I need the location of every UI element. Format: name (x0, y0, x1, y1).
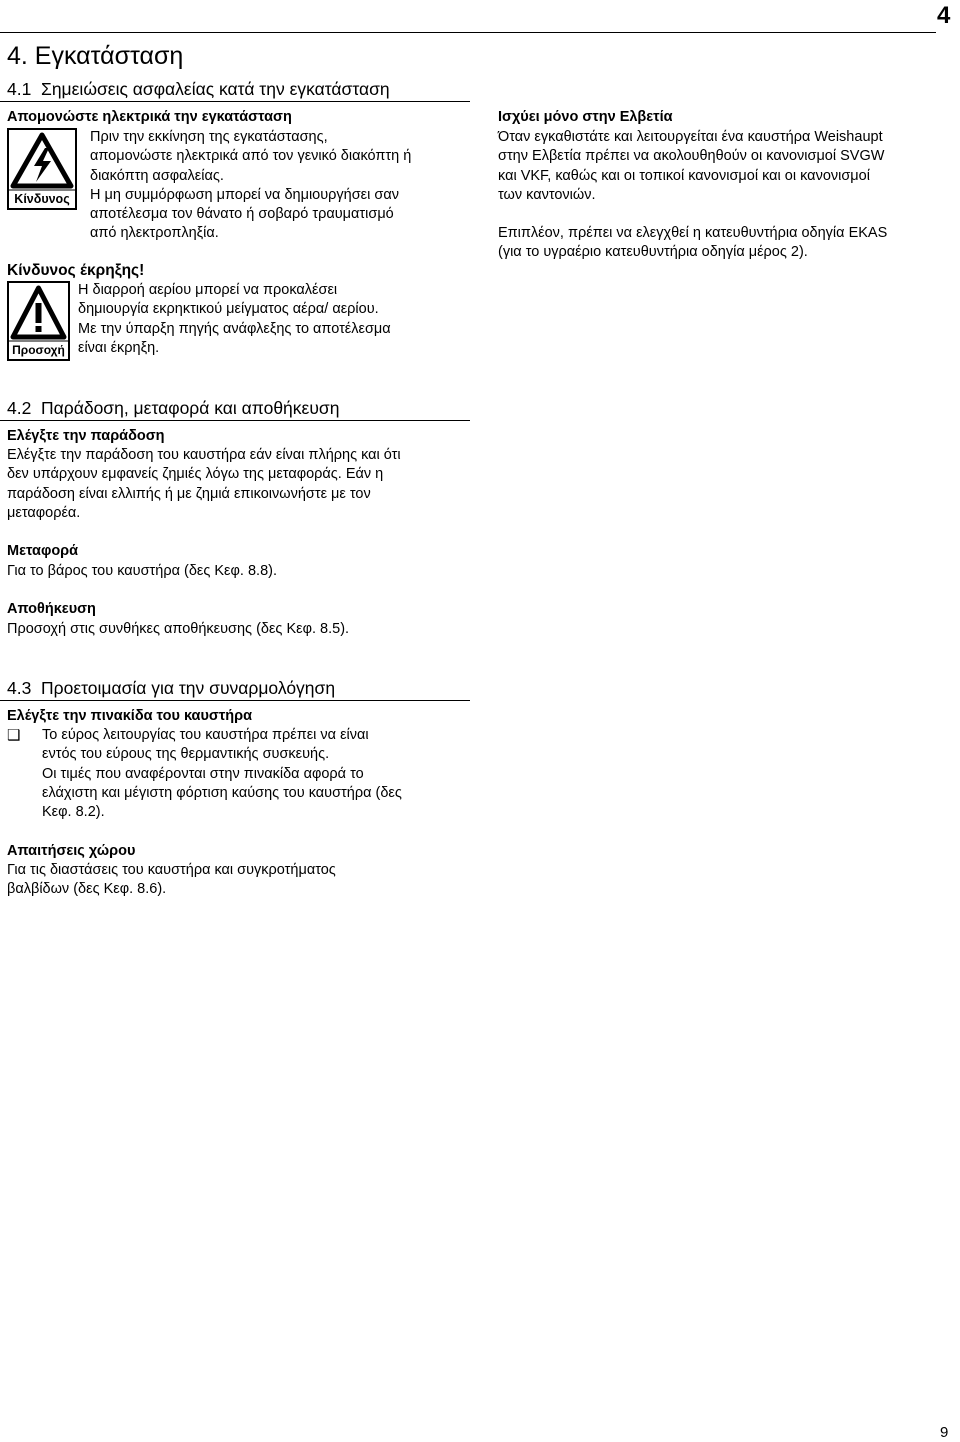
text-line: Όταν εγκαθιστάτε και λειτουργείται ένα καυστήρα Weishaupt (498, 129, 883, 145)
explosion-text (78, 281, 391, 358)
page-number: 9 (940, 1424, 949, 1441)
text-line: είναι έκρηξη. (78, 339, 160, 356)
section-4-2-title (7, 397, 339, 419)
electrical-text (90, 128, 411, 244)
text-line: βαλβίδων (δες Κεφ. 8.6). (7, 881, 167, 898)
page-title: 4. Εγκατάσταση (7, 42, 184, 70)
text-line: Η μη συμμόρφωση μπορεί να δημιουργήσει σαν (90, 186, 399, 203)
transport-heading: Μεταφορά (7, 543, 79, 559)
space-heading: Απαιτήσεις χώρου (7, 843, 136, 859)
text-line: των καντονιών. (498, 186, 596, 203)
text-line: από ηλεκτροπληξία. (90, 225, 219, 242)
text-line: και VKF, καθώς και οι τοπικοί κανονισμοί και οι κανονισμοί (498, 167, 870, 184)
text-line: δεν υπάρχουν εμφανείς ζημιές λόγω της μεταφοράς. Εάν η (7, 466, 384, 483)
space-text (7, 861, 336, 900)
text-line: αποτέλεσμα τον θάνατο ή σοβαρό τραυματισμό (90, 206, 394, 223)
switzerland-heading: Ισχύει μόνο στην Ελβετία (498, 109, 673, 125)
explosion-heading: Κίνδυνος έκρηξης! (7, 262, 145, 279)
transport-text: Για το βάρος του καυστήρα (δες Κεφ. 8.8). (7, 563, 277, 579)
checkbox-bullet-icon: ❑ (7, 727, 21, 744)
text-line: Πριν την εκκίνηση της εγκατάστασης, (90, 129, 328, 145)
text-line: Η διαρροή αερίου μπορεί να προκαλέσει (78, 282, 338, 298)
electrical-heading: Απομονώστε ηλεκτρικά την εγκατάσταση (7, 109, 292, 125)
text-line: Το εύρος λειτουργίας του καυστήρα πρέπει να είναι (42, 727, 369, 743)
delivery-text (7, 446, 401, 523)
danger-sign (7, 128, 77, 210)
text-line: Επιπλέον, πρέπει να ελεγχθεί η κατευθυντήρια οδηγία EKAS (498, 225, 888, 241)
text-line: στην Ελβετία πρέπει να ακολουθηθούν οι κανονισμοί SVGW (498, 148, 885, 165)
section-title-text: Σημειώσεις ασφαλείας κατά την εγκατάσταση (41, 79, 390, 99)
plate-text (42, 726, 402, 822)
text-line: δημιουργία εκρηκτικού μείγματος αέρα/ αερίου. (78, 301, 379, 318)
text-line: Ελέγξτε την παράδοση του καυστήρα εάν είναι πλήρης και ότι (7, 447, 401, 463)
caution-sign-label: Προσοχή (12, 343, 65, 357)
header-rule (0, 32, 936, 33)
delivery-heading: Ελέγξτε την παράδοση (7, 428, 165, 444)
text-line: ελάχιστη και μέγιστη φόρτιση καύσης του καυστήρα (δες (42, 784, 402, 801)
text-line: παράδοση είναι ελλιπής ή με ζημιά επικοινωνήστε με τον (7, 485, 371, 502)
text-line: Οι τιμές που αναφέρονται στην πινακίδα αφορά το (42, 765, 364, 782)
text-line: απομονώστε ηλεκτρικά από τον γενικό διακόπτη ή (90, 148, 412, 165)
text-line: διακόπτη ασφαλείας. (90, 167, 224, 184)
section-number: 4.2 (7, 398, 32, 418)
switzerland-paragraph-1 (498, 128, 884, 205)
text-line: Με την ύπαρξη πηγής ανάφλεξης το αποτέλεσμα (78, 320, 391, 337)
text-line: (για το υγραέριο κατευθυντήρια οδηγία μέρος 2). (498, 244, 808, 261)
section-rule (0, 420, 470, 421)
danger-sign-label: Κίνδυνος (14, 192, 70, 206)
section-rule (0, 700, 470, 701)
text-line: εντός του εύρους της θερμαντικής συσκευής. (42, 746, 330, 763)
storage-text: Προσοχή στις συνθήκες αποθήκευσης (δες Κεφ. 8.5). (7, 621, 350, 637)
switzerland-paragraph-2 (498, 224, 887, 263)
plate-heading: Ελέγξτε την πινακίδα του καυστήρα (7, 708, 253, 724)
section-title-text: Προετοιμασία για την συναρμολόγηση (41, 678, 336, 698)
storage-heading: Αποθήκευση (7, 601, 96, 617)
section-rule (0, 101, 470, 102)
section-number: 4.1 (7, 79, 32, 99)
section-title-text: Παράδοση, μεταφορά και αποθήκευση (41, 398, 340, 418)
section-4-3-title (7, 677, 335, 699)
text-line: μεταφορέα. (7, 504, 81, 521)
text-line: Κεφ. 8.2). (42, 804, 105, 821)
section-4-1-title (7, 78, 390, 100)
text-line: Για τις διαστάσεις του καυστήρα και συγκροτήματος (7, 862, 336, 878)
caution-sign (7, 281, 70, 361)
section-number: 4.3 (7, 678, 32, 698)
chapter-number: 4 (937, 2, 951, 29)
